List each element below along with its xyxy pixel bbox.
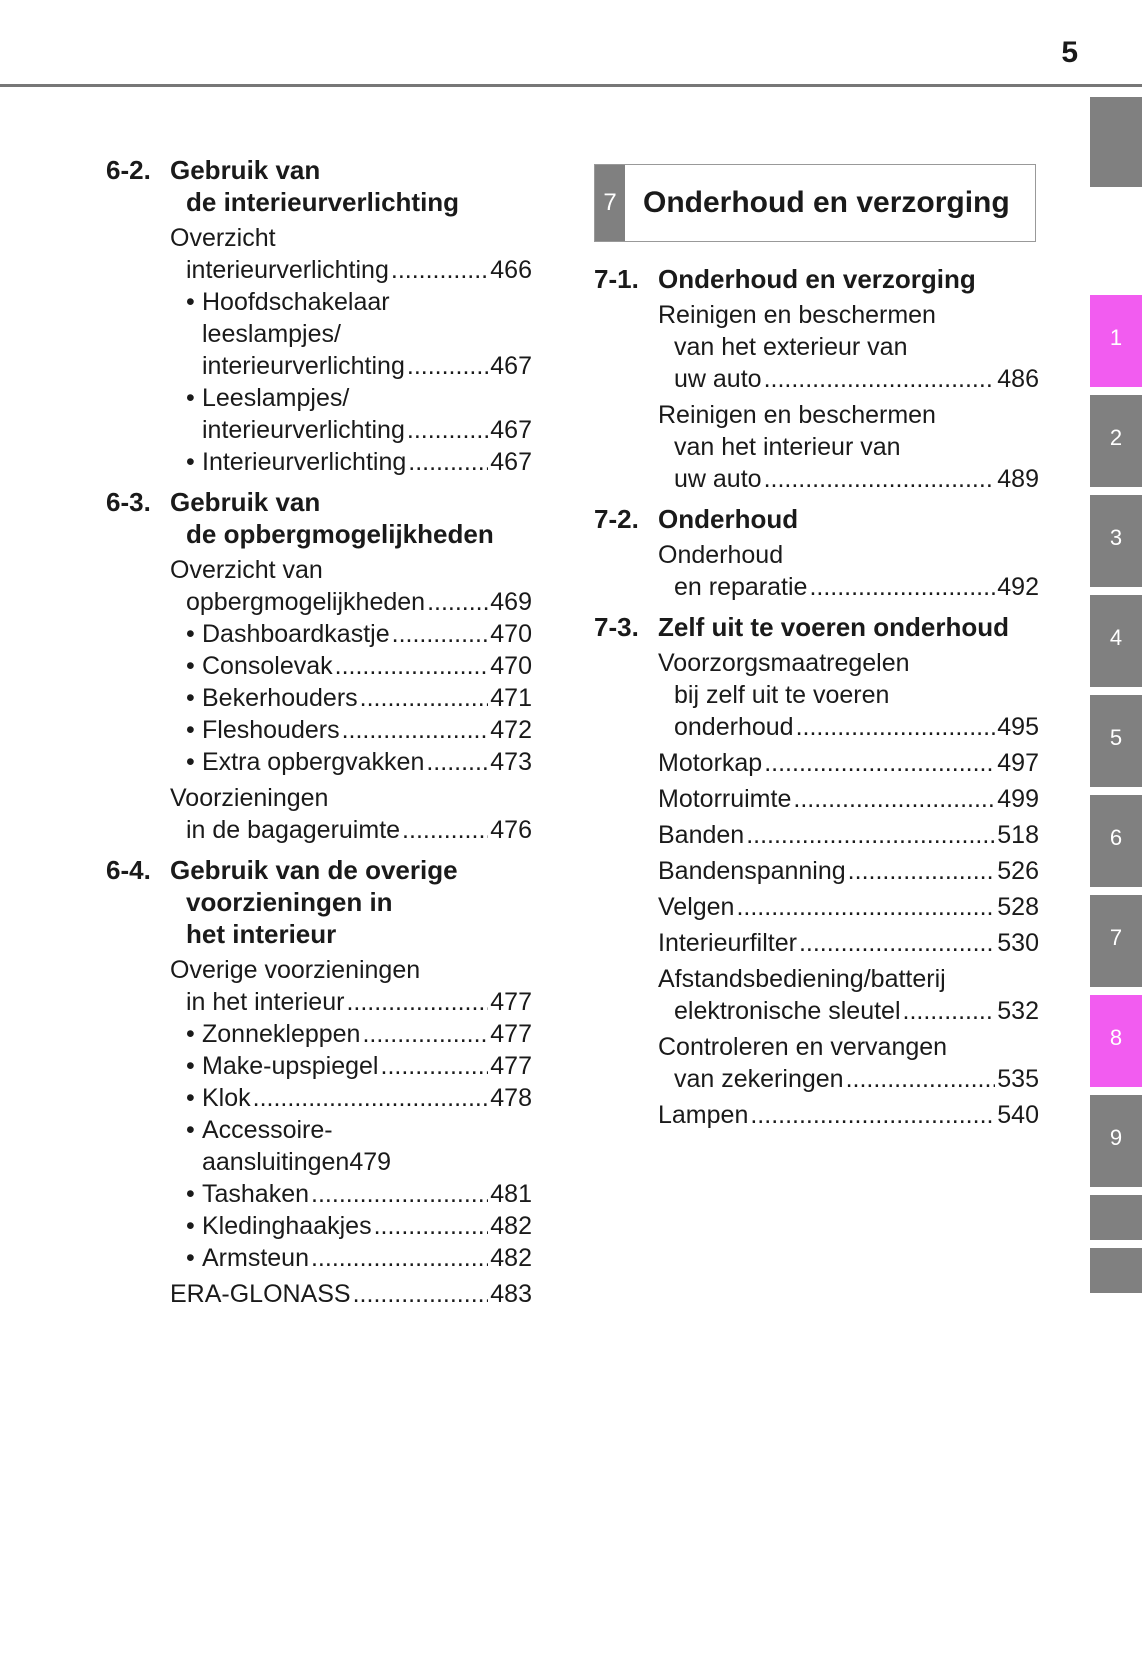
chapter-spacer [594, 162, 1039, 256]
entry-last-line [658, 819, 1039, 851]
section-title[interactable] [658, 503, 1039, 535]
entry-text: onderhoud [674, 713, 794, 741]
toc-bullet-entry[interactable] [186, 1050, 532, 1082]
section-number: 6-4. [106, 855, 151, 885]
dot-leader [374, 1210, 489, 1242]
chapter-tab-2[interactable]: 2 [1090, 395, 1142, 487]
page-ref[interactable]: 478 [490, 1084, 532, 1112]
toc-entry[interactable] [658, 1031, 1039, 1095]
toc-section [106, 154, 532, 478]
toc-bullet-entry[interactable] [186, 1178, 532, 1210]
chapter-number: 7 [595, 165, 625, 241]
entry-last-line [202, 1242, 532, 1274]
entry-last-line [202, 1018, 532, 1050]
dot-leader [796, 711, 996, 743]
section-title[interactable] [170, 486, 532, 550]
dot-leader [335, 650, 489, 682]
chapter-tab-6[interactable]: 6 [1090, 795, 1142, 887]
entry-last-line [202, 1082, 532, 1114]
section-title-line: Gebruik van [170, 155, 321, 185]
entry-text: • Make-upspiegel [202, 1052, 379, 1080]
entry-text: Voorzieningen [170, 784, 329, 812]
toc-entry[interactable] [658, 783, 1039, 815]
toc-entry[interactable] [658, 399, 1039, 495]
entry-text: Overzicht [170, 224, 276, 252]
entry-text: • Interieurverlichting [202, 448, 407, 476]
entry-text: • Zonnekleppen [202, 1020, 361, 1048]
entry-text: • Extra opbergvakken [202, 748, 425, 776]
page-ref[interactable]: 477 [490, 1020, 532, 1048]
entry-text: opbergmogelijkheden [186, 588, 426, 616]
dot-leader [903, 995, 996, 1027]
entry-text: • Armsteun [202, 1244, 309, 1272]
section-title[interactable] [658, 611, 1039, 643]
entry-last-line [170, 814, 532, 846]
dot-leader [736, 891, 995, 923]
dot-leader [764, 463, 996, 495]
entry-text: Reinigen en beschermen [658, 401, 936, 429]
entry-text: interieurverlichting [186, 256, 389, 284]
entry-last-line [658, 855, 1039, 887]
dot-leader [426, 746, 488, 778]
toc-entry[interactable] [658, 891, 1039, 923]
page-ref[interactable]: 495 [997, 713, 1039, 741]
toc-bullet-entry[interactable] [186, 746, 532, 778]
entry-text: en reparatie [674, 573, 808, 601]
dot-leader [407, 350, 488, 382]
page-ref[interactable]: 526 [997, 857, 1039, 885]
entry-text: • Hoofdschakelaar [202, 288, 390, 316]
entry-text: Afstandsbediening/batterij [658, 965, 946, 993]
toc-entry[interactable] [658, 963, 1039, 1027]
entry-last-line [170, 254, 532, 286]
entry-last-line [170, 586, 532, 618]
entry-last-line [202, 746, 532, 778]
section-title-line: Gebruik van [170, 487, 321, 517]
dot-leader [809, 571, 995, 603]
entry-text: bij zelf uit te voeren [674, 681, 890, 709]
section-title-line: de opbergmogelijkheden [186, 519, 494, 549]
entry-text: van zekeringen [674, 1065, 844, 1093]
page-ref[interactable]: 481 [490, 1180, 532, 1208]
toc-entry[interactable] [170, 554, 532, 618]
entry-last-line [202, 714, 532, 746]
toc-entry[interactable] [658, 927, 1039, 959]
chapter-tab-blank[interactable] [1090, 1248, 1142, 1293]
toc-entry[interactable] [658, 819, 1039, 851]
entry-last-line [202, 350, 532, 382]
entry-last-line [170, 1278, 532, 1310]
dot-leader [427, 586, 488, 618]
page-ref[interactable]: 473 [490, 748, 532, 776]
page-ref[interactable]: 476 [490, 816, 532, 844]
entry-text: interieurverlichting [202, 352, 405, 380]
entry-text: Interieurfilter [658, 929, 797, 957]
entry-text: • Bekerhouders [202, 684, 358, 712]
entry-text: • Consolevak [202, 652, 333, 680]
dot-leader [381, 1050, 489, 1082]
entry-text: interieurverlichting [202, 416, 405, 444]
dot-leader [311, 1242, 488, 1274]
entry-text: leeslampjes/ [202, 320, 341, 348]
entry-text: • Leeslampjes/ [202, 384, 350, 412]
entry-last-line [170, 986, 532, 1018]
page-ref[interactable]: 482 [490, 1212, 532, 1240]
section-number: 7-2. [594, 504, 639, 534]
toc-entry[interactable] [170, 222, 532, 286]
section-title-line: Onderhoud en verzorging [658, 264, 976, 294]
entry-text: aansluitingen479 [202, 1148, 392, 1176]
chapter-tab-blank[interactable] [1090, 97, 1142, 187]
page-ref[interactable]: 471 [490, 684, 532, 712]
page-ref[interactable]: 470 [490, 620, 532, 648]
dot-leader [793, 783, 995, 815]
page-ref[interactable]: 518 [997, 821, 1039, 849]
entry-last-line [658, 891, 1039, 923]
section-title[interactable] [170, 154, 532, 218]
entry-last-line [202, 1178, 532, 1210]
page-ref[interactable]: 535 [997, 1065, 1039, 1093]
entry-last-line [658, 995, 1039, 1027]
dot-leader [848, 855, 996, 887]
page-ref[interactable]: 467 [490, 352, 532, 380]
page-ref[interactable]: 528 [997, 893, 1039, 921]
entry-text: Overige voorzieningen [170, 956, 421, 984]
entry-text: Controleren en vervangen [658, 1033, 948, 1061]
section-number: 7-3. [594, 612, 639, 642]
entry-last-line [202, 1210, 532, 1242]
chapter-tab-4[interactable]: 4 [1090, 595, 1142, 687]
page-ref[interactable]: 489 [997, 465, 1039, 493]
toc-bullet-entry[interactable] [186, 446, 532, 478]
dot-leader [391, 254, 488, 286]
section-number: 6-3. [106, 487, 151, 517]
entry-last-line [658, 571, 1039, 603]
entry-text: • Klok [202, 1084, 251, 1112]
toc-section [106, 854, 532, 1310]
entry-text: Motorkap [658, 749, 763, 777]
chapter-tab-8[interactable]: 8 [1090, 995, 1142, 1087]
toc-entry[interactable] [170, 954, 532, 1018]
chapter-tab-5[interactable]: 5 [1090, 695, 1142, 787]
toc-bullet-entry[interactable] [186, 714, 532, 746]
toc-section [594, 503, 1039, 603]
page-ref[interactable]: 497 [997, 749, 1039, 777]
header-rule [0, 84, 1142, 87]
chapter-side-tabs [1090, 97, 1142, 1301]
dot-leader [362, 1018, 488, 1050]
chapter-tab-9[interactable]: 9 [1090, 1095, 1142, 1187]
section-number: 6-2. [106, 155, 151, 185]
entry-text: • Kledinghaakjes [202, 1212, 372, 1240]
toc-entry[interactable] [658, 647, 1039, 743]
section-title-line: de interieurverlichting [186, 187, 460, 217]
toc-entry[interactable] [170, 782, 532, 846]
dot-leader [746, 819, 995, 851]
entry-last-line [658, 363, 1039, 395]
section-title-line: Gebruik van de overige [170, 855, 458, 885]
entry-text: uw auto [674, 465, 762, 493]
toc-section [594, 263, 1039, 495]
entry-text: van het exterieur van [674, 333, 908, 361]
entry-last-line [202, 682, 532, 714]
entry-last-line [658, 747, 1039, 779]
dot-leader [311, 1178, 488, 1210]
toc-bullet-entry[interactable] [186, 382, 532, 446]
entry-text: Overzicht van [170, 556, 323, 584]
toc-bullet-entry[interactable] [186, 1082, 532, 1114]
dot-leader [342, 714, 489, 746]
page-ref[interactable]: 532 [997, 997, 1039, 1025]
section-title[interactable] [658, 263, 1039, 295]
toc-bullet-entry[interactable] [186, 1242, 532, 1274]
dot-leader [353, 1278, 489, 1310]
toc-bullet-entry[interactable] [186, 1210, 532, 1242]
entry-last-line [658, 463, 1039, 495]
dot-leader [764, 747, 995, 779]
page-ref[interactable]: 530 [997, 929, 1039, 957]
entry-text: • Dashboardkastje [202, 620, 390, 648]
toc-entry[interactable] [658, 1099, 1039, 1131]
dot-leader [392, 618, 489, 650]
entry-text: Onderhoud [658, 541, 784, 569]
entry-text: in de bagageruimte [186, 816, 401, 844]
chapter-tab-blank[interactable] [1090, 1195, 1142, 1240]
chapter-title: Onderhoud en verzorging [643, 186, 1010, 219]
page-ref[interactable]: 470 [490, 652, 532, 680]
entry-last-line [658, 1099, 1039, 1131]
chapter-tab-7[interactable]: 7 [1090, 895, 1142, 987]
page-ref[interactable]: 467 [490, 416, 532, 444]
section-title[interactable] [170, 854, 532, 950]
page-ref[interactable]: 486 [997, 365, 1039, 393]
entry-text: Reinigen en beschermen [658, 301, 936, 329]
dot-leader [750, 1099, 995, 1131]
entry-text: uw auto [674, 365, 762, 393]
dot-leader [360, 682, 489, 714]
entry-text: Velgen [658, 893, 735, 921]
toc-section [594, 611, 1039, 1131]
toc-bullet-entry[interactable] [186, 682, 532, 714]
page-ref[interactable]: 469 [490, 588, 532, 616]
toc-bullet-entry[interactable] [186, 1018, 532, 1050]
toc-entry[interactable] [658, 539, 1039, 603]
entry-text: • Fleshouders [202, 716, 340, 744]
page-ref[interactable]: 477 [490, 1052, 532, 1080]
entry-text: ERA-GLONASS [170, 1280, 351, 1308]
entry-last-line [202, 650, 532, 682]
entry-last-line [658, 783, 1039, 815]
entry-last-line [658, 1063, 1039, 1095]
page-ref[interactable]: 483 [490, 1280, 532, 1308]
page-ref[interactable]: 482 [490, 1244, 532, 1272]
entry-last-line [202, 618, 532, 650]
section-title-line: voorzieningen in [186, 887, 393, 917]
entry-text: van het interieur van [674, 433, 901, 461]
dot-leader [846, 1063, 996, 1095]
toc-bullet-entry[interactable] [186, 618, 532, 650]
section-title-line: Onderhoud [658, 504, 799, 534]
entry-text: Bandenspanning [658, 857, 846, 885]
entry-last-line [658, 927, 1039, 959]
entry-text: Voorzorgsmaatregelen [658, 649, 910, 677]
dot-leader [346, 986, 488, 1018]
entry-text: Motorruimte [658, 785, 792, 813]
toc-entry[interactable] [658, 299, 1039, 395]
toc-entry[interactable] [658, 747, 1039, 779]
entry-text: Banden [658, 821, 745, 849]
entry-last-line [202, 1050, 532, 1082]
toc-right-column [594, 162, 1039, 1131]
dot-leader [764, 363, 996, 395]
page-ref[interactable]: 499 [997, 785, 1039, 813]
dot-leader [408, 446, 488, 478]
chapter-tab-1[interactable]: 1 [1090, 295, 1142, 387]
toc-bullet-entry[interactable] [186, 286, 532, 382]
page-ref[interactable]: 540 [997, 1101, 1039, 1129]
toc-entry[interactable] [170, 1278, 532, 1310]
entry-text: Lampen [658, 1101, 749, 1129]
dot-leader [253, 1082, 489, 1114]
page-ref[interactable]: 492 [997, 573, 1039, 601]
entry-text: elektronische sleutel [674, 997, 901, 1025]
entry-last-line [202, 414, 532, 446]
toc-bullet-entry[interactable] [186, 650, 532, 682]
dot-leader [799, 927, 995, 959]
page-ref[interactable]: 472 [490, 716, 532, 744]
toc-bullet-entry[interactable] [186, 1114, 532, 1178]
page-ref[interactable]: 467 [490, 448, 532, 476]
page-number: 5 [1061, 36, 1078, 69]
toc-left-column [106, 154, 532, 1310]
toc-entry[interactable] [658, 855, 1039, 887]
page-ref[interactable]: 477 [490, 988, 532, 1016]
chapter-tab-3[interactable]: 3 [1090, 495, 1142, 587]
entry-last-line [658, 711, 1039, 743]
entry-text: • Accessoire- [202, 1116, 333, 1144]
section-number: 7-1. [594, 264, 639, 294]
page-ref[interactable]: 466 [490, 256, 532, 284]
dot-leader [402, 814, 488, 846]
entry-last-line [202, 446, 532, 478]
entry-text: • Tashaken [202, 1180, 310, 1208]
toc-section [106, 486, 532, 846]
dot-leader [407, 414, 488, 446]
section-title-line: Zelf uit te voeren onderhoud [658, 612, 1010, 642]
section-title-line: het interieur [186, 919, 337, 949]
entry-text: in het interieur [186, 988, 345, 1016]
